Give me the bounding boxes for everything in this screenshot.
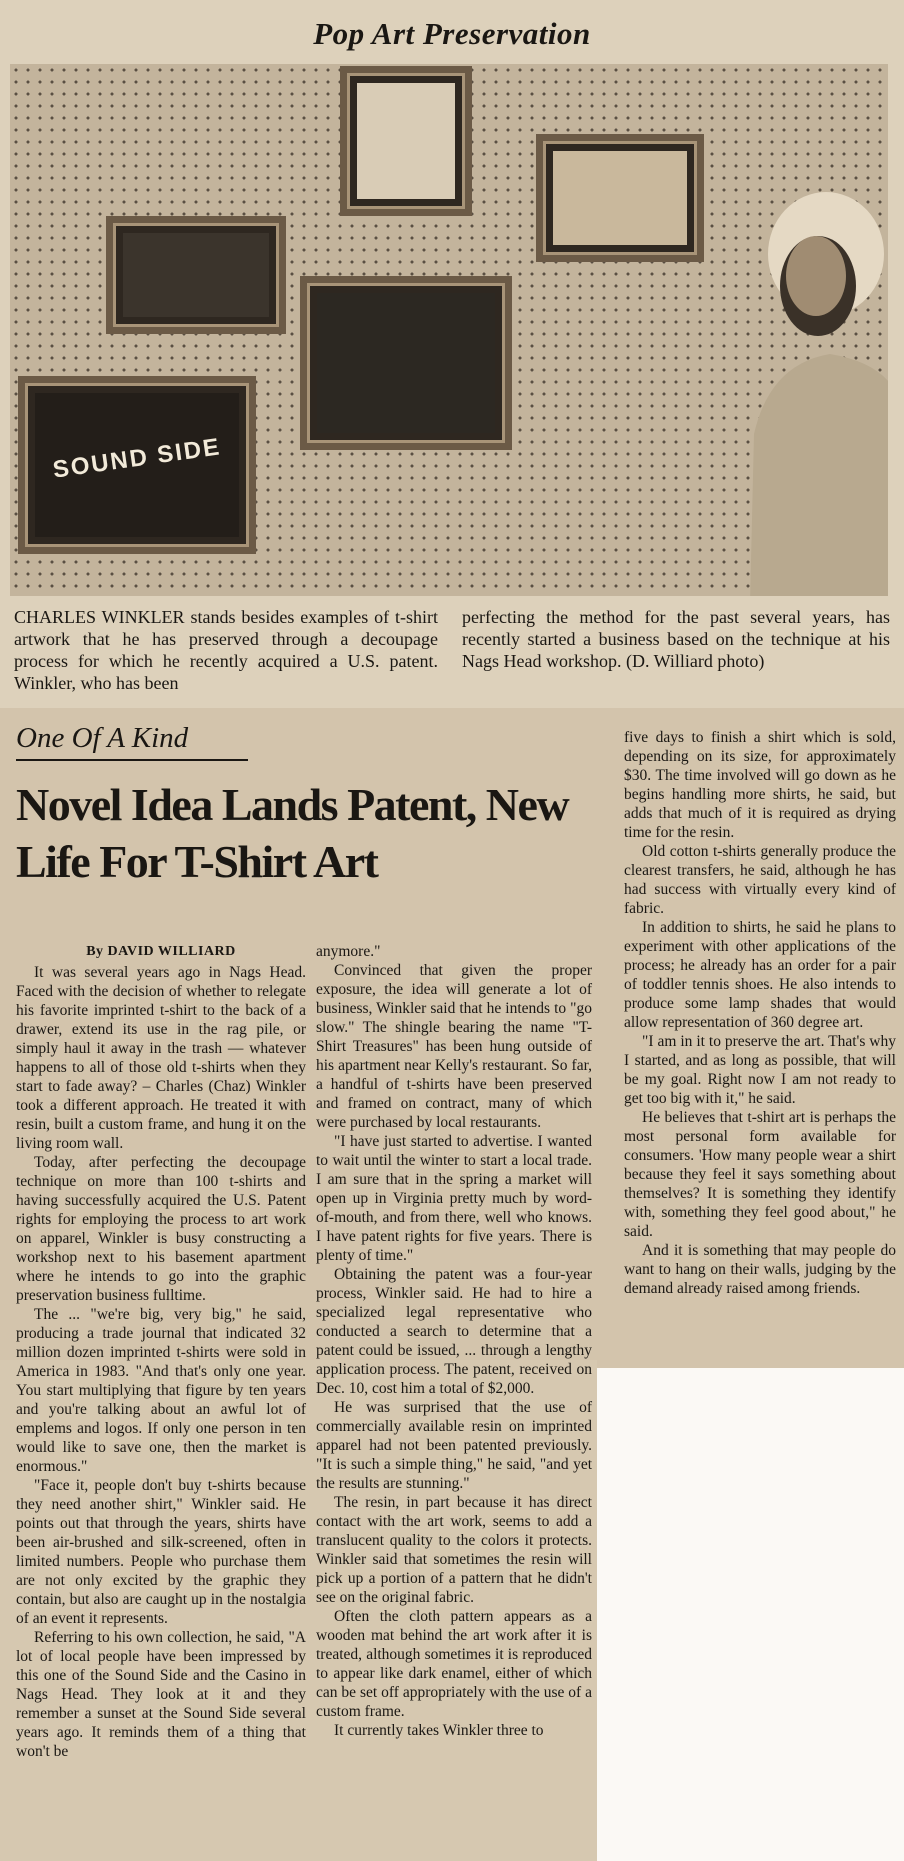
col2-paragraph: Obtaining the patent was a four-year process, Winkler said. He had to hire a specialized legal representative who conducted a search to determine that a patent could be issued, ... through a lengthy application process. The patent, received on Dec. 10, cost him a total of $2,000. (316, 1266, 592, 1397)
news-photo (10, 64, 888, 596)
col3-paragraph: Old cotton t-shirts generally produce the clearest transfers, he said, although he has had success with virtually every kind of fabric. (624, 843, 896, 917)
frame-artwork-1 (106, 216, 286, 334)
col3-paragraph: And it is something that may people do want to hang on their walls, judging by the demand already raised among friends. (624, 1242, 896, 1297)
article-column-3 (624, 728, 896, 1298)
col2-paragraph: Convinced that given the proper exposure, the idea will generate a lot of business, Winkler said that he intends to "go slow." The shingle bearing the name "T-Shirt Treasures" has been hung outside of his apartment near Kelly's restaurant. So far, a handful of t-shirts have been preserved and framed on contract, many of which were purchased by local restaurants. (316, 962, 592, 1131)
article-column-2 (316, 942, 592, 1740)
sound-side-text: SOUND SIDE (51, 433, 223, 484)
col1-paragraph: Referring to his own collection, he said, "A lot of local people have been impressed by this one of the Sound Side and the Casino in Nags Head. They look at it and they remember a sunset at the Sound Side several years ago. It reminds them of a thing that won't be (16, 1629, 306, 1760)
col3-paragraph: "I am in it to preserve the art. That's why I started, and as long as possible, that will be my goal. Right now I am not ready to get too big with it," he said. (624, 1033, 896, 1107)
byline: By DAVID WILLIARD (86, 944, 236, 959)
col1-paragraph: The ... "we're big, very big," he said, producing a trade journal that indicated 32 million dozen imprinted t-shirts were sold in America in 1983. "And that's only one year. You start multiplying that figure by ten years and you're talking about an awful lot of emplems and logos. If only one person in ten would like to save one, then the market is enormous." (16, 1306, 306, 1475)
col1-paragraph: "Face it, people don't buy t-shirts because they need another shirt," Winkler said. He points out that through the years, shirts have been air-brushed and silk-screened, often in limited numbers. People who purchase them are not only excited by the graphic they contain, but also are caught up in the nostalgia of an event it represents. (16, 1477, 306, 1627)
charles-winkler-figure (730, 184, 888, 596)
article-column-1 (16, 942, 306, 1761)
section-title: Pop Art Preservation (313, 16, 591, 51)
frame-artwork-3 (536, 134, 704, 262)
photo-caption-right: perfecting the method for the past several years, has recently started a business based on the technique at his Nags Head workshop. (D. Williard photo) (462, 607, 890, 671)
col2-paragraph: anymore." (316, 943, 381, 960)
col1-paragraph: It was several years ago in Nags Head. Faced with the decision of whether to relegate his favorite imprinted t-shirt to the back of a drawer, extend its use in the rag pile, or simply haul it away in the trash — whatever happens to all of those old t-shirts when they start to fade away? – Charles (Chaz) Winkler took a different approach. He treated it with resin, built a custom frame, and hung it on the living room wall. (16, 964, 306, 1152)
col3-paragraph: five days to finish a shirt which is sold, depending on its size, for approximately $30. The time involved will go down as he begins handling more shirts, he said, but adds that much of it is required as drying time for the resin. (624, 729, 896, 841)
article-kicker: One Of A Kind (16, 722, 248, 761)
col2-paragraph: It currently takes Winkler three to (334, 1722, 544, 1739)
col1-paragraph: Today, after perfecting the decoupage technique on more than 100 t-shirts and having successfully acquired the U.S. Patent rights for employing the process to art work on apparel, Winkler is busy constructing a workshop next to his basement apartment where he intends to go into the graphic preservation business fulltime. (16, 1154, 306, 1304)
col2-paragraph: The resin, in part because it has direct contact with the art work, seems to add a translucent quality to the colors it protects. Winkler said that sometimes the resin will pick up a portion of a pattern that he didn't see on the original fabric. (316, 1494, 592, 1606)
col3-paragraph: He believes that t-shirt art is perhaps the most personal form available for consumers. 'How many people wear a shirt because they feel it says something about themselves? It is something they identify with, something they feel good about," he said. (624, 1109, 896, 1240)
col2-paragraph: Often the cloth pattern appears as a wooden mat behind the art work after it is treated, although sometimes it is reproduced to appear like dark enamel, either of which can be set off appropriately with the use of a custom frame. (316, 1608, 592, 1720)
frame-artwork-2 (340, 66, 472, 216)
photo-caption-left: CHARLES WINKLER stands besides examples of t-shirt artwork that he has preserved through a decoupage process for which he recently acquired a U.S. patent. Winkler, who has been (14, 607, 438, 693)
blank-background (597, 1368, 904, 1861)
col2-paragraph: "I have just started to advertise. I wanted to wait until the winter to start a local trade. I am sure that in the spring a market will open up in Virginia pretty much by word-of-mouth, and from there, well who knows. I have patent rights for five years. There is plenty of time." (316, 1133, 592, 1264)
col2-paragraph: He was surprised that the use of commercially available resin on imprinted apparel had not been patented previously. "It is such a simple thing," he said, "and yet the results are stunning." (316, 1399, 592, 1492)
article-headline: Novel Idea Lands Patent, New Life For T-Shirt Art (16, 779, 569, 887)
frame-artwork-4 (300, 276, 512, 450)
col3-paragraph: In addition to shirts, he said he plans to experiment with other applications of the process; he already has an order for a pair of toddler tennis shoes. He also intends to produce some lamp shades that would allow representation of 360 degree art. (624, 919, 896, 1031)
frame-sound-side (18, 376, 256, 554)
